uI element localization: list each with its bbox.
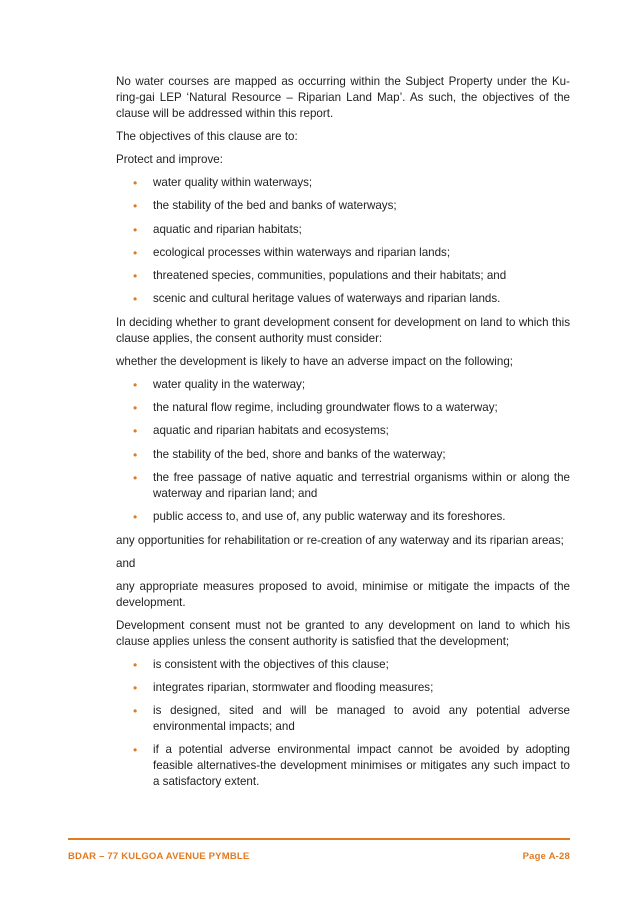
paragraph: Protect and improve: [116,153,223,166]
bullet-icon: • [133,680,138,695]
bullet-icon: • [133,199,138,214]
list-item [116,377,570,393]
footer-rule [68,838,570,840]
list-item [116,245,570,261]
list-item-text: is consistent with the objectives of this clause; [153,657,389,671]
list-item-text: ecological processes within waterways and riparian lands; [153,245,451,259]
bullet-icon: • [133,704,138,719]
list-item [116,470,570,502]
list-item [116,447,570,463]
paragraph: any opportunities for rehabilitation or re-creation of any waterway and its riparian areas; [116,533,564,547]
list-item-text: aquatic and riparian habitats and ecosystems; [153,424,389,438]
list-item [116,400,570,416]
paragraph: whether the development is likely to have an adverse impact on the following; [116,354,513,368]
bullet-icon: • [133,743,138,758]
list-item-text: the stability of the bed and banks of waterways; [153,199,397,213]
list-item-text: the natural flow regime, including groundwater flows to a waterway; [153,401,498,415]
paragraph: any appropriate measures proposed to avoid, minimise or mitigate the impacts of the development. [116,579,570,609]
list-item-text: public access to, and use of, any public waterway and its foreshores. [153,510,506,524]
bullet-icon: • [133,245,138,260]
bullet-icon: • [133,176,138,190]
list-item-text: aquatic and riparian habitats; [153,222,302,236]
bullet-icon: • [133,447,138,462]
list-item [116,509,570,525]
bullet-icon: • [133,401,138,416]
list-item [116,268,570,284]
list-item [116,423,570,439]
bullet-list [116,657,570,791]
bullet-list [116,377,570,525]
list-item [116,175,570,191]
bullet-icon: • [133,470,138,485]
paragraph: In deciding whether to grant development consent for development on land to which this clause applies, the consent authority must consider: [116,315,570,345]
paragraph: The objectives of this clause are to: [116,130,298,143]
bullet-icon: • [133,222,138,237]
list-item-text: scenic and cultural heritage values of waterways and riparian lands. [153,292,501,306]
document-body [116,74,570,798]
list-item [116,680,570,696]
paragraph: and [116,556,136,570]
list-item-text: the stability of the bed, shore and banks of the waterway; [153,447,446,461]
list-item-text: if a potential adverse environmental impact cannot be avoided by adopting feasible alternatives-the development minimises or mitigates any such impact to a satisfactory extent. [153,743,570,789]
footer-page-number: Page A-28 [522,851,570,862]
footer-document-title: BDAR – 77 KULGOA AVENUE PYMBLE [68,851,250,862]
list-item-text: is designed, sited and will be managed to avoid any potential adverse environmental impacts; and [153,704,570,734]
list-item-text: the free passage of native aquatic and terrestrial organisms within or along the waterway and riparian land; and [153,470,570,500]
list-item-text: water quality within waterways; [153,176,313,189]
list-item [116,198,570,214]
bullet-icon: • [133,424,138,439]
bullet-icon: • [133,269,138,284]
paragraph: Development consent must not be granted to any development on land to which his clause applies unless the consent authority is satisfied that the development; [116,618,570,648]
list-item [116,657,570,673]
list-item-text: water quality in the waterway; [153,377,306,391]
list-item [116,703,570,735]
list-item-text: integrates riparian, stormwater and flooding measures; [153,680,434,694]
paragraph: No water courses are mapped as occurring within the Subject Property under the Ku-ring-gai LEP ‘Natural Resource – Riparian Land Map’. As such, the objectives of the clause will be addressed within this report. [116,75,570,120]
list-item [116,222,570,238]
bullet-icon: • [133,377,138,392]
bullet-icon: • [133,657,138,672]
list-item [116,742,570,790]
bullet-icon: • [133,510,138,525]
bullet-icon: • [133,292,138,307]
bullet-list [116,175,570,307]
list-item [116,291,570,307]
list-item-text: threatened species, communities, populations and their habitats; and [153,269,507,283]
